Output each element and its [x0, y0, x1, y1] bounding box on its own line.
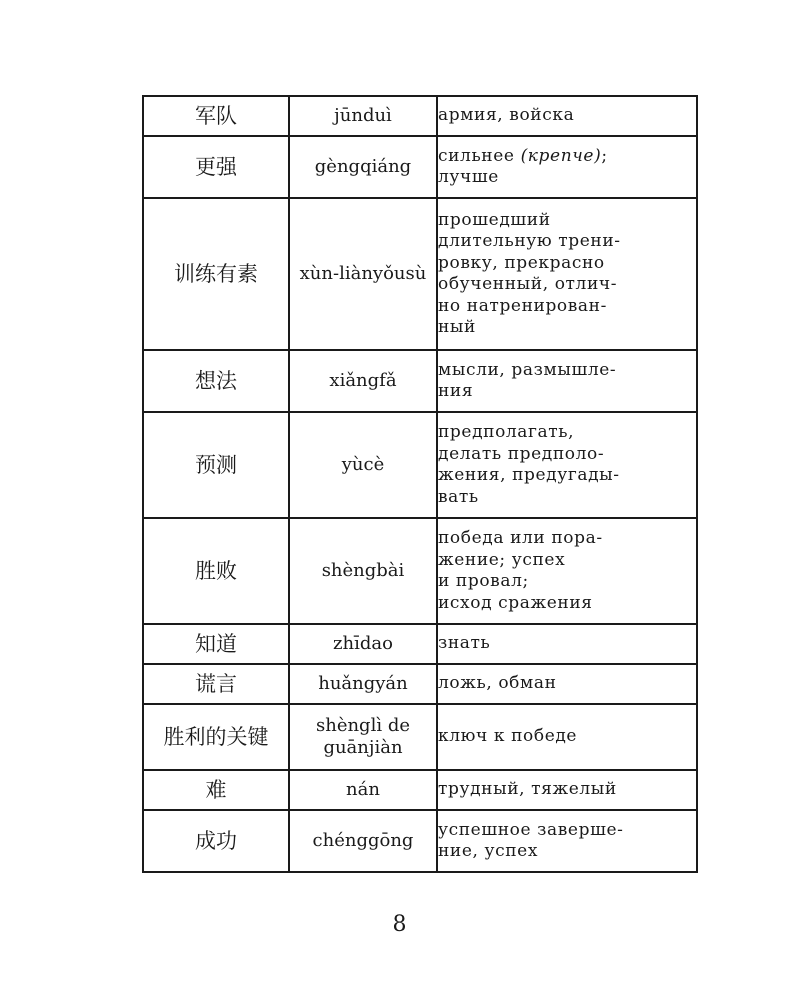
pinyin-cell: xùn-liànyǒusù	[289, 198, 437, 350]
translation-cell	[437, 770, 697, 810]
translation-line: длительную трени-	[438, 231, 621, 251]
table-row	[143, 198, 697, 350]
translation-line: вать	[438, 486, 479, 507]
hanzi-cell: 训练有素	[143, 198, 289, 350]
translation-line: ный	[438, 317, 476, 337]
translation-cell	[437, 350, 697, 412]
translation-line: предполагать,	[438, 422, 575, 442]
translation-line: ровку, прекрасно	[438, 252, 605, 273]
hanzi-cell: 谎言	[143, 664, 289, 704]
translation-line: ния	[438, 381, 474, 401]
hanzi-cell: 预测	[143, 412, 289, 518]
hanzi-cell: 想法	[143, 350, 289, 412]
pinyin-cell: jūnduì	[289, 96, 437, 136]
table-row	[143, 412, 697, 518]
translation-line: делать предполо-	[438, 443, 605, 464]
pinyin-cell: shènglì de guānjiàn	[289, 704, 437, 770]
hanzi-cell: 胜败	[143, 518, 289, 624]
table-row	[143, 96, 697, 136]
pinyin-cell: nán	[289, 770, 437, 810]
table-row	[143, 704, 697, 770]
pinyin-cell: huǎngyán	[289, 664, 437, 704]
translation-line: знать	[438, 633, 491, 654]
pinyin-cell: shèngbài	[289, 518, 437, 624]
translation-line: сильнее (крепче);	[438, 145, 608, 166]
translation-line: обученный, отлич-	[438, 274, 618, 294]
vocabulary-table-body	[143, 96, 697, 872]
translation-line: и провал;	[438, 571, 529, 591]
table-row	[143, 350, 697, 412]
translation-line: но натренирован-	[438, 295, 607, 316]
hanzi-cell: 胜利的关键	[143, 704, 289, 770]
table-row	[143, 624, 697, 664]
translation-cell	[437, 810, 697, 872]
translation-cell	[437, 96, 697, 136]
translation-cell	[437, 518, 697, 624]
translation-cell	[437, 136, 697, 198]
translation-line: мысли, размышле-	[438, 359, 617, 380]
hanzi-cell: 知道	[143, 624, 289, 664]
table-row	[143, 664, 697, 704]
hanzi-cell: 军队	[143, 96, 289, 136]
translation-italic: (крепче)	[520, 145, 602, 166]
pinyin-cell: zhīdao	[289, 624, 437, 664]
translation-cell	[437, 624, 697, 664]
translation-line: успешное заверше-	[438, 819, 624, 840]
translation-cell	[437, 198, 697, 350]
translation-line: лучше	[438, 167, 499, 187]
translation-line: трудный, тяжелый	[438, 779, 617, 800]
table-row	[143, 136, 697, 198]
table-row	[143, 518, 697, 624]
pinyin-cell: gèngqiáng	[289, 136, 437, 198]
pinyin-cell: chénggōng	[289, 810, 437, 872]
translation-cell	[437, 704, 697, 770]
translation-line: жения, предугады-	[438, 465, 620, 485]
translation-line: ключ к победе	[438, 726, 578, 747]
translation-line: армия, войска	[438, 105, 575, 126]
pinyin-cell: xiǎngfǎ	[289, 350, 437, 412]
translation-line: ние, успех	[438, 841, 539, 861]
translation-line: ложь, обман	[438, 673, 557, 694]
table-row	[143, 770, 697, 810]
vocabulary-table	[142, 95, 698, 873]
translation-line: жение; успех	[438, 549, 566, 570]
hanzi-cell: 更强	[143, 136, 289, 198]
page-number: 8	[392, 912, 408, 937]
translation-cell	[437, 412, 697, 518]
hanzi-cell: 难	[143, 770, 289, 810]
hanzi-cell: 成功	[143, 810, 289, 872]
pinyin-cell: yùcè	[289, 412, 437, 518]
translation-line: победа или пора-	[438, 528, 603, 548]
translation-line: прошедший	[438, 209, 551, 230]
table-row	[143, 810, 697, 872]
translation-cell	[437, 664, 697, 704]
translation-line: исход сражения	[438, 592, 593, 613]
